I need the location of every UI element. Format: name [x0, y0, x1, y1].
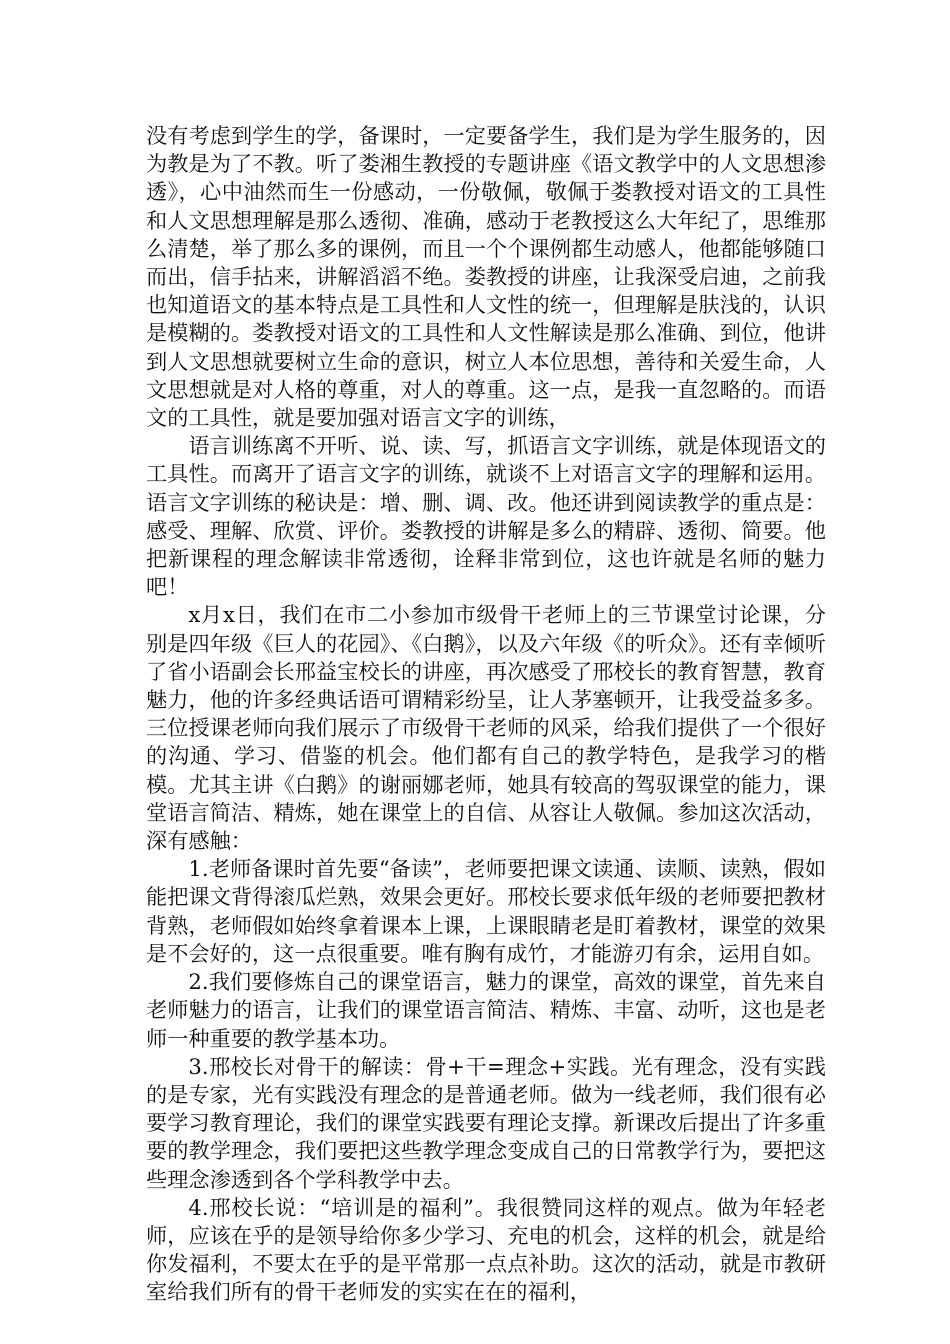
- paragraph-1: 没有考虑到学生的学，备课时，一定要备学生，我们是为学生服务的，因为教是为了不教。听了娄湘生教授的专题讲座《语文教学中的人文思想渗透》，心中油然而生一份感动，一份敬佩，敬佩于娄教授对语文的工具性和人文思想理解是那么透彻、准确，感动于老教授这么大年纪了，思维那么清楚，举了那么多的课例，而且一个个课例都生动感人，他都能够随口而出，信手拈来，讲解滔滔不绝。娄教授的讲座，让我深受启迪，之前我也知道语文的基本特点是工具性和人文性的统一，但理解是肤浅的，认识是模糊的。娄教授对语文的工具性和人文性解读是那么准确、到位，他讲到人文思想就要树立生命的意识，树立人本位思想，善待和关爱生命，人文思想就是对人格的尊重，对人的尊重。这一点，是我一直忽略的。而语文的工具性，就是要加强对语言文字的训练，: [146, 123, 826, 431]
- paragraph-6: 3.邢校长对骨干的解读：骨+干=理念+实践。光有理念，没有实践的是专家，光有实践没有理念的是普通老师。做为一线老师，我们很有必要学习教育理论，我们的课堂实践要有理论支撑。新课改后提出了许多重要的教学理念，我们要把这些教学理念变成自己的日常教学行为，要把这些理念渗透到各个学科教学中去。: [146, 1053, 826, 1192]
- paragraph-3: x月x日，我们在市二小参加市级骨干老师上的三节课堂讨论课，分别是四年级《巨人的花园》、《白鹅》，以及六年级《的听众》。还有幸倾听了省小语副会长邢益宝校长的讲座，再次感受了邢校长的教育智慧，教育魅力，他的许多经典话语可谓精彩纷呈，让人茅塞顿开，让我受益多多。三位授课老师向我们展示了市级骨干老师的风采，给我们提供了一个很好的沟通、学习、借鉴的机会。他们都有自己的教学特色，是我学习的楷模。尤其主讲《白鹅》的谢丽娜老师，她具有较高的驾驭课堂的能力，课堂语言简洁、精炼，她在课堂上的自信、从容让人敬佩。参加这次活动，深有感触：: [146, 602, 826, 854]
- paragraph-2: 语言训练离不开听、说、读、写，抓语言文字训练，就是体现语文的工具性。而离开了语言文字的训练，就谈不上对语言文字的理解和运用。语言文字训练的秘诀是：增、删、调、改。他还讲到阅读教学的重点是：感受、理解、欣赏、评价。娄教授的讲解是多么的精辟、透彻、简要。他把新课程的理念解读非常透彻，诠释非常到位，这也许就是名师的魅力吧！: [146, 433, 826, 600]
- document-page: [146, 122, 826, 1307]
- paragraph-5: 2.我们要修炼自己的课堂语言，魅力的课堂，高效的课堂，首先来自老师魅力的语言，让我们的课堂语言简洁、精炼、丰富、动听，这也是老师一种重要的教学基本功。: [146, 969, 826, 1051]
- paragraph-4: 1.老师备课时首先要“备读”，老师要把课文读通、读顺、读熟，假如能把课文背得滚瓜烂熟，效果会更好。邢校长要求低年级的老师要把教材背熟，老师假如始终拿着课本上课，上课眼睛老是盯着教材，课堂的效果是不会好的，这一点很重要。唯有胸有成竹，才能游刃有余，运用自如。: [146, 856, 826, 966]
- paragraph-7: 4.邢校长说：“培训是的福利”。我很赞同这样的观点。做为年轻老师，应该在乎的是领导给你多少学习、充电的机会，这样的机会，就是给你发福利，不要太在乎的是平常那一点点补助。这次的活动，就是市教研室给我们所有的骨干老师发的实实在在的福利，: [146, 1194, 826, 1305]
